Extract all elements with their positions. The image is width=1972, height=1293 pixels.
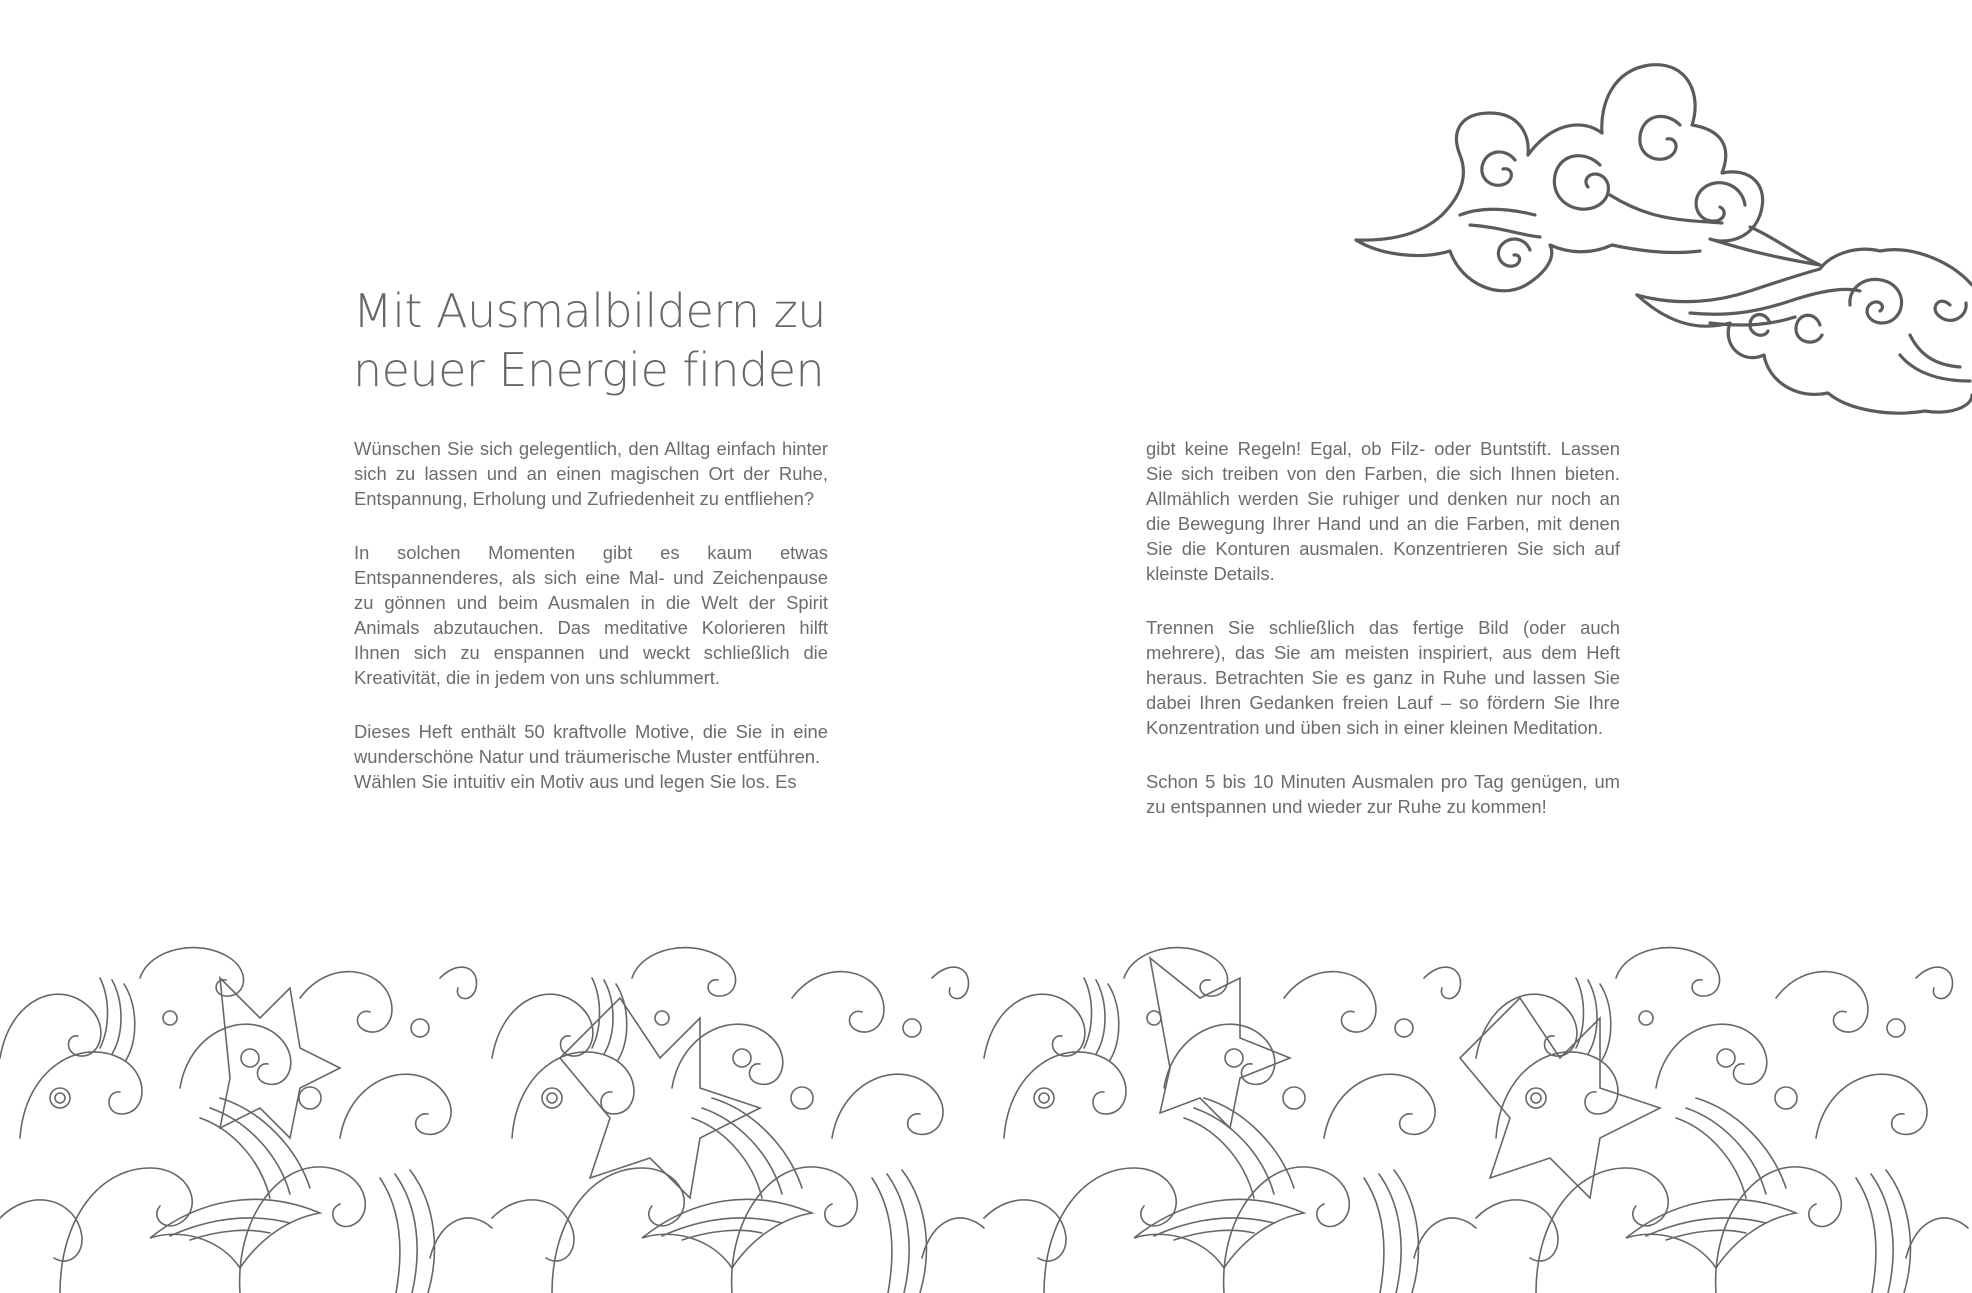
title-line-1: Mit Ausmalbildern zu — [353, 284, 826, 338]
paragraph: Trennen Sie schließlich das fertige Bild (oder auch mehrere), das Sie am meisten inspiriert, aus dem Heft heraus. Betrachten Sie es ganz in Ruhe und lassen Sie dabei Ihren Gedanken freien Lauf – so fördern Sie Ihre Konzentration und üben sich in einer kleinen Meditation. — [1146, 617, 1620, 738]
paragraph: Wählen Sie intuitiv ein Motiv aus und legen Sie los. Es — [354, 771, 797, 792]
cloud-ornament-icon — [1350, 55, 1972, 425]
paragraph: Dieses Heft enthält 50 kraftvolle Motive, die Sie in eine wunderschöne Natur und träumerische Muster entführen. — [354, 721, 828, 767]
paragraph: gibt keine Regeln! Egal, ob Filz- oder Buntstift. Lassen Sie sich treiben von den Farben, die sich Ihnen bieten. Allmählich werden Sie ruhiger und denken nur noch an die Bewegung Ihrer Hand und an die Farben, mit denen Sie die Konturen ausmalen. Konzentrieren Sie sich auf kleinste Details. — [1146, 438, 1620, 584]
wave-pattern-icon — [0, 938, 1972, 1293]
paragraph: Schon 5 bis 10 Minuten Ausmalen pro Tag genügen, um zu entspannen und wieder zur Ruhe zu kommen! — [1146, 771, 1620, 817]
page-title — [353, 282, 873, 400]
right-text-column — [1146, 436, 1620, 819]
left-text-column — [354, 436, 828, 794]
paragraph: In solchen Momenten gibt es kaum etwas Entspannenderes, als sich eine Mal- und Zeichenpause zu gönnen und beim Ausmalen in die Welt der Spirit Animals abzutauchen. Das meditative Kolorieren hilft Ihnen sich zu enspannen und weckt schließlich die Kreativität, die in jedem von uns schlummert. — [354, 542, 828, 688]
paragraph: Wünschen Sie sich gelegentlich, den Alltag einfach hinter sich zu lassen und an einen magischen Ort der Ruhe, Entspannung, Erholung und Zufriedenheit zu entfliehen? — [354, 438, 828, 509]
title-line-2: neuer Energie finden — [353, 343, 825, 397]
